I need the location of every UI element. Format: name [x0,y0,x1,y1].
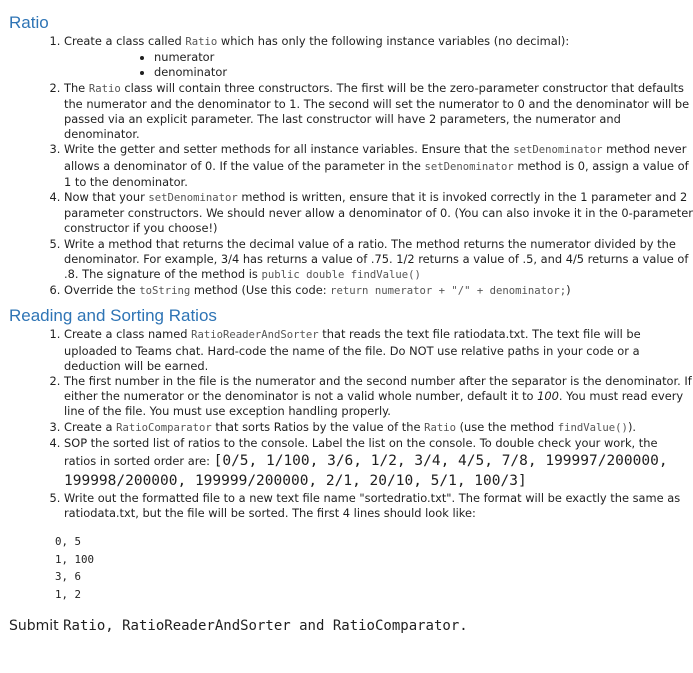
ratio-instructions-list [9,34,693,299]
sample-line: 1, 2 [55,587,82,601]
list-item: 1. Create a class named RatioReaderAndSorter that reads the text file ratiodata.txt. The text file will be uploaded to Teams chat. Hard-code the name of the file. Do NOT use relative paths in your code or a deduction will be earned. [64,327,693,374]
sample-output-block [55,533,693,603]
list-item: 2. The Ratio class will contain three constructors. The first will be the zero-parameter constructor that defaults the numerator and the denominator to 1. The second will set the numerator to 0 and the denominator will be passed via an explicit parameter. The last constructor will have 2 parameters, the numerator and denominator. [64,81,693,143]
list-item: 4. Now that your setDenominator method is written, ensure that it is invoked correctly in the 1 parameter and 2 parameter constructors. We should never allow a denominator of 0. (You can also invoke it in the 0-parameter constructor if you choose!) [64,190,693,237]
submit-instruction: Submit Ratio, RatioReaderAndSorter and RatioComparator. [9,618,468,635]
list-item: • numerator [154,50,693,65]
instance-variable-list [64,50,693,80]
sample-line: 1, 100 [55,552,95,566]
sorted-ratio-list: [0/5, 1/100, 3/6, 1/2, 3/4, 4/5, 7/8, 199997/200000, 199998/200000, 199999/200000, 2/1, 20/10, 5/1, 100/3] [64,453,668,490]
list-item: 6. Override the toString method (Use this code: return numerator + "/" + denominator;) [64,283,693,299]
list-item: 3. Write the getter and setter methods for all instance variables. Ensure that the setDenominator method never allows a denominator of 0. If the value of the parameter in the setDenominator method is 0, assign a value of 1 to the denominator. [64,142,693,190]
list-item: 1. Create a class called Ratio which has only the following instance variables (no decimal): • numerator • denominator [64,34,693,81]
sample-line: 0, 5 [55,535,82,549]
list-item: 5. Write a method that returns the decimal value of a ratio. The method returns the numerator divided by the denominator. For example, 3/4 has returns a value of .75. 1/2 returns a value of .5, and 4/5 returns a value of .8. The signature of the method is public double findValue() [64,237,693,284]
section-title-reading-sorting: Reading and Sorting Ratios [9,306,217,326]
list-item: 3. Create a RatioComparator that sorts Ratios by the value of the Ratio (use the method findValue()). [64,420,693,436]
section-title-ratio: Ratio [9,13,49,32]
list-item: 2. The first number in the file is the numerator and the second number after the separator is the denominator. If either the numerator or the denominator is not a valid whole number, default it to 100. You must read every line of the file. You must use exception handling properly. [64,374,693,420]
list-item: • denominator [154,65,693,80]
reading-sorting-instructions-list [9,327,693,521]
sample-line: 3, 6 [55,570,82,584]
list-item: 5. Write out the formatted file to a new text file name "sortedratio.txt". The format will be exactly the same as ratiodata.txt, but the file will be sorted. The first 4 lines should look like: [64,491,693,521]
list-item: 4. SOP the sorted list of ratios to the console. Label the list on the console. To double check your work, the ratios in sorted order are: [0/5, 1/100, 3/6, 1/2, 3/4, 4/5, 7/8, 199997/200000, 199998/200000, 199999/200000, 2/1, 20/10, 5/1, 100/3] [64,436,693,491]
